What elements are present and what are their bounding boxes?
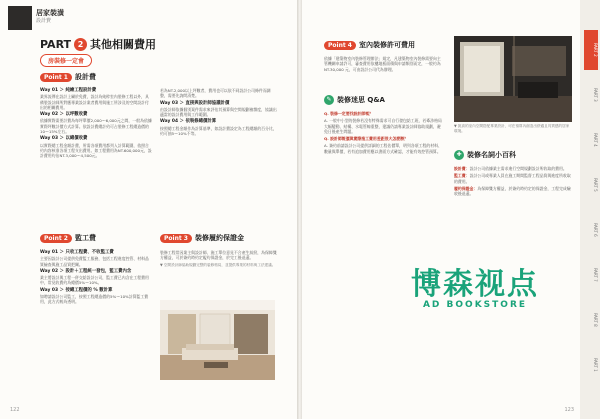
book-icon: ✚ (454, 150, 464, 160)
point-title: 裝修履約保證金 (194, 234, 244, 242)
page-number: 122 (10, 407, 20, 413)
way-heading: Way 03 ＞ 以總價收費 (40, 136, 88, 142)
loft-photo (454, 36, 572, 122)
way-heading: Way 01 ＞ 只收工程費、不收監工費 (40, 250, 114, 255)
left-page (0, 0, 298, 419)
qa-title: 裝修迷思 Q&A (337, 96, 385, 104)
point-title: 監工費 (74, 234, 96, 242)
header-title: 居家裝潢 (36, 9, 64, 17)
watermark-main: 博森视点 (411, 267, 539, 302)
design-fee-column (40, 88, 152, 161)
point-1 (40, 72, 96, 82)
way-heading: Way 02 ＞ 以坪數收費 (40, 112, 88, 118)
watermark-sub: AD BOOKSTORE (422, 300, 528, 310)
tip-term: 監工費： (454, 173, 470, 179)
tip-term: 履約保證金： (454, 185, 478, 191)
way-text: 裝修工程常因業主與設計師、施工單位意見不合產生糾紛，為保障雙方權益，可於簽約時約定履約保證金，於完工後退還。 (160, 250, 277, 261)
part-number: 2 (74, 38, 87, 51)
point-2 (40, 233, 96, 243)
side-tab[interactable]: PART 4 (593, 133, 598, 147)
qa-header (324, 95, 385, 105)
point-3 (160, 233, 244, 243)
qa-column (324, 111, 442, 156)
way-text: 依據實際需要計費為每坪單價2,000～6,000元之間，一般為依據實際坪數計價方式計算。依設計費總計約可占裝修工程總造價的10～15%左右。 (40, 118, 152, 135)
way-text: 按照總工程金額作為計算基準，如設計費設定為工程總額的百分比，約可抽5～10%不等。 (160, 125, 277, 137)
page-number: 123 (564, 407, 574, 413)
tip-text: 設計公司或專業人員在施工期間監督工程品質與進度所收取的費用。 (454, 173, 571, 184)
tips-header (454, 150, 516, 160)
photo-caption: ▼ 空間設計師協助規劃完整的裝修格局，並提供專業的材料與工法建議。 (160, 262, 276, 267)
qa-question: Q. 裝修一定要找設計師嗎？ (324, 111, 373, 116)
living-room-photo (160, 300, 275, 380)
qa-answer: A. 一般中小型的裝修若沒有特殊需求可自行發包給工班，若牽涉格局大幅變動、結構、水電管線重整，建議仍請專業設計師協助規劃，避免日後產生問題。 (324, 118, 442, 134)
way-text: 如聘請設計公司監工，按照工程總造價的5%～10%計算監工費用，此方式較為透明。 (40, 294, 149, 305)
part-label: PART (40, 37, 72, 51)
way-text: 以實際總工程金額計費，所需各項費用都列入計算範圍，依照合約內容核准各項工程支出費用。如工程費用為NT.600,000元，設計費用約佔NT.3,000～4,500元。 (40, 142, 152, 159)
side-tabs (580, 0, 600, 419)
point-pill: Point 4 (324, 41, 356, 50)
way-heading: Way 02 ＞ 設計＋工程統一發包，監工費內含 (40, 268, 132, 274)
side-tab-active[interactable]: PART 2 (584, 30, 598, 70)
way-text: 主要因設計公司提供免費監工服務，包括工程進度控管、材料品質檢查與施工品質把關。 (40, 256, 149, 267)
part-title (40, 36, 156, 52)
bookstore-watermark (395, 267, 555, 310)
side-tab[interactable]: PART 3 (593, 88, 598, 102)
point-title: 設計費 (74, 73, 96, 81)
point-pill: Point 2 (40, 234, 72, 243)
tip-text: 設計公司依據業主需求進行空間規劃設計所收取的費用。 (469, 166, 567, 171)
side-tab[interactable]: PART 1 (593, 358, 598, 372)
way-text: 若為NT.2,000以上坪數者，費用也可以依不同設計公司條件而調整，需要先詢問清楚。 (160, 88, 271, 99)
right-page (302, 0, 600, 419)
way-text: 由設計師依據個別案件需求來評估其預算與空間規劃複雜度，協議出適當的設計費用與工作範圍。 (160, 106, 277, 118)
deposit-column (160, 250, 278, 269)
side-tab[interactable]: PART 8 (593, 313, 598, 327)
way-heading: Way 03 ＞ 按總工程價的 % 數計算 (40, 287, 113, 293)
tip-term: 設計費： (454, 166, 470, 171)
living-room-illustration (160, 300, 275, 380)
side-tab[interactable]: PART 7 (593, 268, 598, 282)
tips-title: 裝修名詞小百科 (467, 151, 516, 159)
photo-caption: ▼ 挑高的室內空間搭配專業設計，可在預算內創造出舒適且具質感的居家環境。 (454, 124, 570, 133)
part-heading: 其他相關費用 (90, 38, 157, 51)
section-banner: 房裝修一定會 (40, 54, 92, 67)
loft-illustration (454, 36, 572, 122)
point-title: 室內裝修許可費用 (358, 41, 415, 49)
tips-column (454, 166, 572, 198)
way-heading: Way 01 ＞ 純繪工程設計費 (40, 88, 97, 93)
point-4 (324, 40, 415, 50)
way-heading: Way 04 ＞ 依裝修總價計算 (160, 119, 217, 125)
header-tag (8, 6, 32, 30)
qa-question: Q. 設計師報價與實際施工費用差距很大怎麼辦？ (324, 136, 408, 142)
qa-answer: A. 簽約前請設計公司提供詳細的工程估價單，明列各項工程的材料、數量與單價，若有追加費用應以書面方式確認，才能有效控管預算。 (324, 143, 442, 154)
side-tab[interactable]: PART 5 (593, 178, 598, 192)
permit-intro: 依據「建築物室內裝修管理辦法」規定，凡建築物室內裝修需要向主管機關申請許可，審查費用依樓地板面積與申請類別而定，一般約為 NT.30,000 元，可由設計公司代為辦理。 (324, 56, 441, 72)
supervision-fee-column (40, 250, 152, 307)
tip-text: 為保障雙方權益，於簽約時約定的保證金，工程完成驗收後退還。 (454, 185, 571, 197)
point-pill: Point 1 (40, 73, 72, 82)
way-text: 業界流傳在設計上屬於免費，設計為純粹室內裝修工程以外，具備裝設計師所對應專業設計業者費用與施工所涉及的空間設計付出的相關費用。 (40, 94, 149, 110)
permit-fee-text (324, 56, 442, 74)
way-text: 業主將設計與工程一併交給設計公司，監工費已內含在工程費用中，常見收費約為總價5%～10%。 (40, 275, 149, 286)
way-heading: Way 03 ＞ 直接與設計師協議計價 (160, 100, 230, 106)
point-pill: Point 3 (160, 234, 192, 243)
design-fee-column-2 (160, 88, 278, 138)
header-subtitle: 設計費 (36, 18, 52, 24)
lightbulb-icon: ✎ (324, 95, 334, 105)
side-tab[interactable]: PART 6 (593, 223, 598, 237)
